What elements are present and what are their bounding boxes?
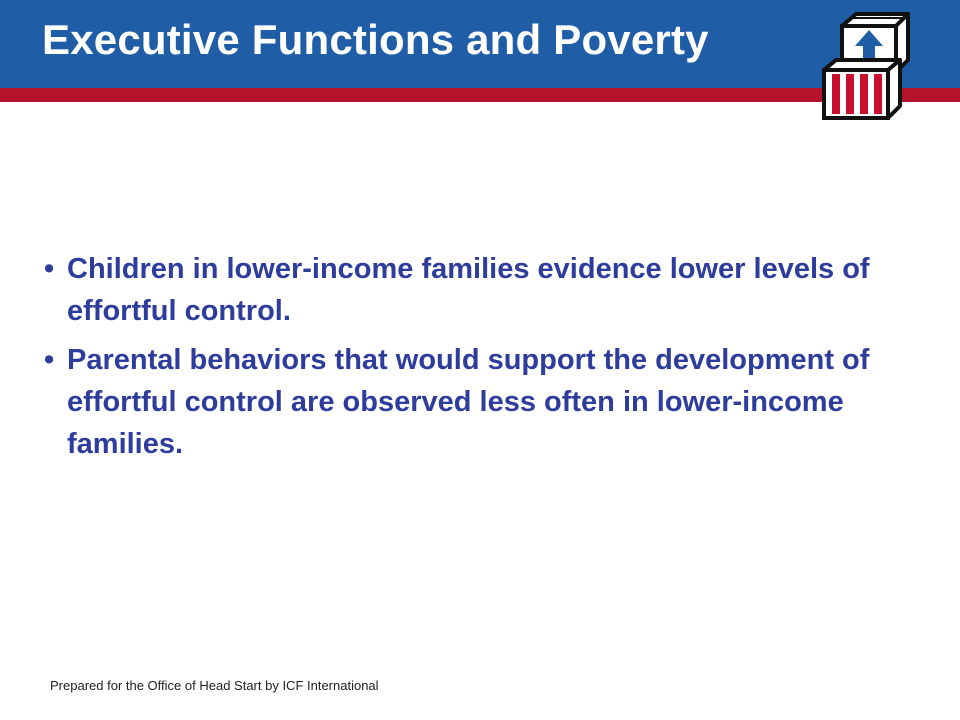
bullet-dot: •	[44, 253, 55, 285]
bullet-text: Parental behaviors that would support the development of effortful control are observed less often in lower-income families.	[67, 343, 870, 461]
bullet-dot: •	[44, 343, 55, 376]
bullet-list	[44, 248, 904, 472]
head-start-blocks-logo-icon	[814, 8, 914, 124]
slide-title: Executive Functions and Poverty	[42, 16, 709, 63]
bullet-text: Children in lower-income families evidence lower levels of effortful control.	[67, 253, 870, 328]
footer-credit: Prepared for the Office of Head Start by ICF International	[50, 678, 379, 693]
bullet-item	[44, 248, 904, 333]
bottom-block-icon	[824, 60, 900, 118]
bullet-item	[44, 339, 904, 466]
